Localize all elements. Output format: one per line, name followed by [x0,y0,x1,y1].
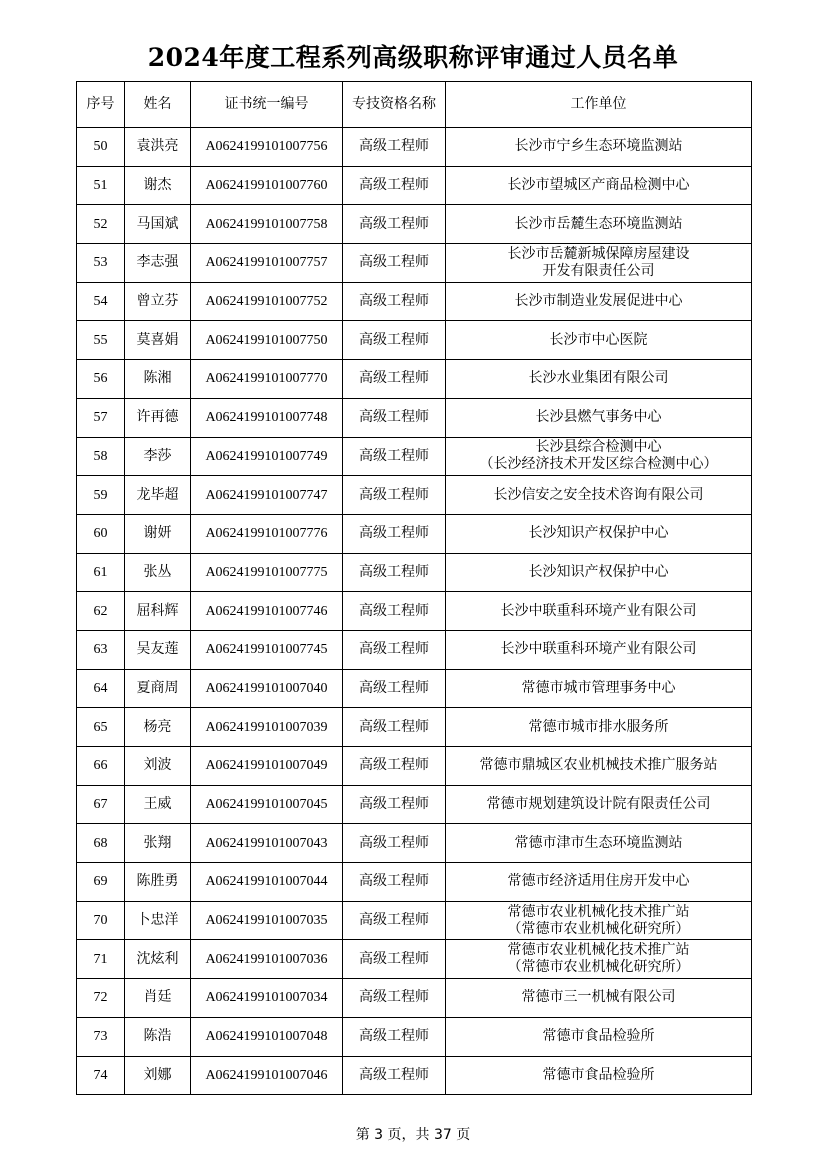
cell-qualification: 高级工程师 [343,360,446,399]
cell-qualification: 高级工程师 [343,398,446,437]
employer-line: 长沙中联重科环境产业有限公司 [500,641,697,658]
employer-line: 长沙市岳麓新城保障房屋建设 [507,245,690,262]
cell-certificate: A0624199101007046 [191,1056,343,1095]
cell-certificate: A0624199101007039 [191,708,343,747]
cell-number: 61 [77,553,125,592]
cell-number: 66 [77,747,125,786]
employer-line: 常德市城市排水服务所 [528,718,669,735]
table-row [77,553,752,592]
cell-qualification: 高级工程师 [343,901,446,940]
employer-line: 常德市津市生态环境监测站 [514,834,683,851]
cell-name: 刘波 [125,747,191,786]
table-row [77,630,752,669]
employer-line: 常德市经济适用住房开发中心 [507,873,690,890]
cell-employer [446,901,752,940]
cell-certificate: A0624199101007034 [191,979,343,1018]
cell-certificate: A0624199101007035 [191,901,343,940]
cell-employer [446,360,752,399]
cell-employer [446,476,752,515]
cell-number: 73 [77,1017,125,1056]
cell-employer [446,669,752,708]
cell-qualification: 高级工程师 [343,630,446,669]
cell-name: 张翔 [125,824,191,863]
cell-number: 51 [77,166,125,205]
cell-number: 62 [77,592,125,631]
cell-certificate: A0624199101007752 [191,282,343,321]
table-row [77,244,752,283]
cell-name: 王威 [125,785,191,824]
cell-name: 杨亮 [125,708,191,747]
page-footer: 第 3 页，共 37 页 [355,1127,471,1143]
employer-line: （常德市农业机械化研究所） [507,920,690,937]
cell-certificate: A0624199101007746 [191,592,343,631]
cell-name: 许再德 [125,398,191,437]
cell-certificate: A0624199101007776 [191,514,343,553]
cell-number: 54 [77,282,125,321]
cell-qualification: 高级工程师 [343,747,446,786]
cell-employer [446,166,752,205]
cell-number: 68 [77,824,125,863]
cell-name: 张丛 [125,553,191,592]
column-header-qualification: 专技资格名称 [343,82,446,128]
cell-number: 63 [77,630,125,669]
employer-line: 长沙知识产权保护中心 [528,525,669,542]
employer-line: （常德市农业机械化研究所） [507,959,690,976]
cell-qualification: 高级工程师 [343,128,446,167]
cell-certificate: A0624199101007760 [191,166,343,205]
cell-number: 64 [77,669,125,708]
table-row [77,205,752,244]
employer-line: 长沙市宁乡生态环境监测站 [514,138,683,155]
cell-employer [446,1056,752,1095]
cell-number: 55 [77,321,125,360]
table-row [77,863,752,902]
cell-name: 莫喜娟 [125,321,191,360]
table-row [77,1056,752,1095]
cell-number: 50 [77,128,125,167]
cell-employer [446,1017,752,1056]
cell-certificate: A0624199101007043 [191,824,343,863]
cell-qualification: 高级工程师 [343,708,446,747]
cell-certificate: A0624199101007045 [191,785,343,824]
document-title: 2024年度工程系列高级职称评审通过人员名单 [147,43,679,72]
cell-certificate: A0624199101007048 [191,1017,343,1056]
employer-line: （长沙经济技术开发区综合检测中心） [479,456,718,473]
table-row [77,321,752,360]
table-row [77,128,752,167]
cell-employer [446,747,752,786]
table-row [77,940,752,979]
cell-employer [446,128,752,167]
table-row [77,514,752,553]
table-row [77,708,752,747]
cell-number: 71 [77,940,125,979]
cell-certificate: A0624199101007770 [191,360,343,399]
employer-line: 常德市规划建筑设计院有限责任公司 [486,796,711,813]
cell-certificate: A0624199101007040 [191,669,343,708]
cell-number: 53 [77,244,125,283]
cell-certificate: A0624199101007044 [191,863,343,902]
cell-qualification: 高级工程师 [343,476,446,515]
cell-number: 57 [77,398,125,437]
cell-name: 吴友莲 [125,630,191,669]
table-row [77,979,752,1018]
cell-number: 65 [77,708,125,747]
cell-certificate: A0624199101007745 [191,630,343,669]
cell-qualification: 高级工程师 [343,863,446,902]
cell-name: 刘娜 [125,1056,191,1095]
employer-line: 开发有限责任公司 [542,262,655,279]
cell-qualification: 高级工程师 [343,979,446,1018]
cell-qualification: 高级工程师 [343,321,446,360]
cell-employer [446,785,752,824]
table-row [77,437,752,476]
employer-line: 长沙知识产权保护中心 [528,563,669,580]
employer-line: 长沙市岳麓生态环境监测站 [514,215,683,232]
cell-name: 李莎 [125,437,191,476]
cell-number: 56 [77,360,125,399]
table-row [77,360,752,399]
cell-qualification: 高级工程师 [343,1017,446,1056]
cell-name: 马国斌 [125,205,191,244]
cell-employer [446,592,752,631]
cell-name: 曾立芬 [125,282,191,321]
cell-certificate: A0624199101007758 [191,205,343,244]
cell-certificate: A0624199101007756 [191,128,343,167]
column-header-name: 姓名 [125,82,191,128]
cell-qualification: 高级工程师 [343,592,446,631]
table-row [77,282,752,321]
cell-employer [446,708,752,747]
cell-certificate: A0624199101007757 [191,244,343,283]
cell-qualification: 高级工程师 [343,669,446,708]
table-row [77,592,752,631]
cell-employer [446,398,752,437]
cell-certificate: A0624199101007749 [191,437,343,476]
table-row [77,747,752,786]
cell-employer [446,514,752,553]
employer-line: 长沙中联重科环境产业有限公司 [500,602,697,619]
table-row [77,1017,752,1056]
cell-employer [446,437,752,476]
cell-name: 龙毕超 [125,476,191,515]
cell-employer [446,553,752,592]
employer-line: 长沙信安之安全技术咨询有限公司 [493,486,704,503]
employer-line: 常德市鼎城区农业机械技术推广服务站 [479,757,718,774]
cell-name: 袁洪亮 [125,128,191,167]
cell-qualification: 高级工程师 [343,785,446,824]
table-row [77,476,752,515]
employer-line: 长沙市制造业发展促进中心 [514,293,683,310]
cell-name: 李志强 [125,244,191,283]
column-header-number: 序号 [77,82,125,128]
cell-name: 陈浩 [125,1017,191,1056]
cell-employer [446,940,752,979]
employer-line: 常德市城市管理事务中心 [521,679,676,696]
cell-qualification: 高级工程师 [343,1056,446,1095]
cell-qualification: 高级工程师 [343,244,446,283]
cell-certificate: A0624199101007747 [191,476,343,515]
column-header-employer: 工作单位 [446,82,752,128]
table-row [77,166,752,205]
employer-line: 常德市农业机械化技术推广站 [507,942,690,959]
cell-qualification: 高级工程师 [343,940,446,979]
cell-employer [446,282,752,321]
cell-employer [446,321,752,360]
cell-name: 屈科辉 [125,592,191,631]
cell-name: 谢杰 [125,166,191,205]
cell-qualification: 高级工程师 [343,824,446,863]
cell-certificate: A0624199101007049 [191,747,343,786]
cell-certificate: A0624199101007036 [191,940,343,979]
cell-number: 72 [77,979,125,1018]
cell-employer [446,244,752,283]
employer-line: 长沙水业集团有限公司 [528,370,669,387]
cell-qualification: 高级工程师 [343,514,446,553]
cell-name: 沈炫利 [125,940,191,979]
cell-number: 69 [77,863,125,902]
employer-line: 常德市食品检验所 [542,1028,655,1045]
cell-employer [446,630,752,669]
cell-name: 夏商周 [125,669,191,708]
cell-qualification: 高级工程师 [343,205,446,244]
employer-line: 长沙县燃气事务中心 [535,409,662,426]
cell-employer [446,863,752,902]
cell-certificate: A0624199101007748 [191,398,343,437]
table-body [77,128,752,1095]
cell-qualification: 高级工程师 [343,282,446,321]
table-row [77,669,752,708]
cell-number: 74 [77,1056,125,1095]
cell-qualification: 高级工程师 [343,553,446,592]
table-row [77,785,752,824]
cell-number: 70 [77,901,125,940]
cell-number: 67 [77,785,125,824]
cell-employer [446,205,752,244]
column-header-certificate: 证书统一编号 [191,82,343,128]
cell-number: 59 [77,476,125,515]
employer-line: 长沙市中心医院 [549,331,648,348]
cell-name: 谢妍 [125,514,191,553]
cell-qualification: 高级工程师 [343,437,446,476]
cell-certificate: A0624199101007750 [191,321,343,360]
cell-name: 肖廷 [125,979,191,1018]
employer-line: 常德市食品检验所 [542,1066,655,1083]
table-header-row [77,82,752,128]
employer-line: 长沙县综合检测中心 [535,439,662,456]
employer-line: 常德市农业机械化技术推广站 [507,903,690,920]
cell-name: 陈湘 [125,360,191,399]
cell-certificate: A0624199101007775 [191,553,343,592]
cell-number: 52 [77,205,125,244]
table-row [77,398,752,437]
cell-name: 卜忠洋 [125,901,191,940]
cell-number: 58 [77,437,125,476]
cell-qualification: 高级工程师 [343,166,446,205]
cell-name: 陈胜勇 [125,863,191,902]
cell-employer [446,824,752,863]
table-row [77,824,752,863]
roster-table [76,81,752,1095]
employer-line: 长沙市望城区产商品检测中心 [507,177,690,194]
cell-number: 60 [77,514,125,553]
cell-employer [446,979,752,1018]
employer-line: 常德市三一机械有限公司 [521,989,676,1006]
table-row [77,901,752,940]
